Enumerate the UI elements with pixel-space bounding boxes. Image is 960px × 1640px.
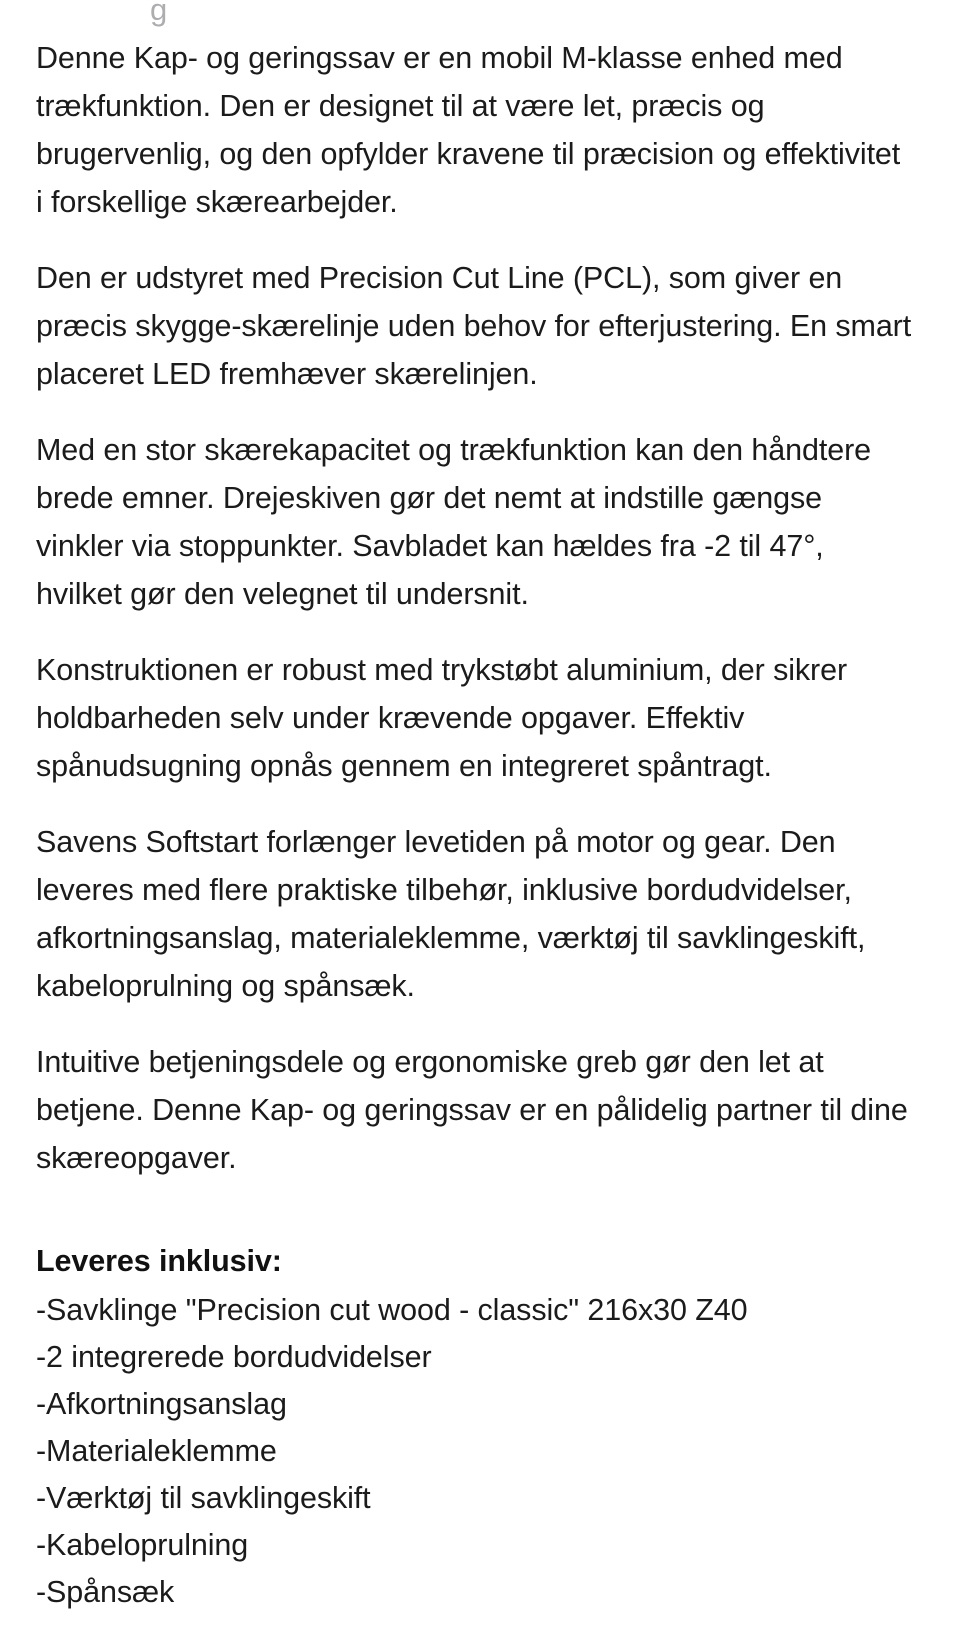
clipped-text-fragment: g (150, 0, 168, 27)
list-item: -Kabeloprulning (36, 1528, 249, 1562)
description-paragraph: Konstruktionen er robust med trykstøbt aluminium, der sikrer holdbarheden selv under krævende opgaver. Effektiv spånudsugning opnås gennem en integreret spåntragt. (36, 653, 848, 783)
includes-list (36, 1287, 912, 1616)
description-paragraph: Den er udstyret med Precision Cut Line (PCL), som giver en præcis skygge-skærelinje uden behov for efterjustering. En smart placeret LED fremhæver skærelinjen. (36, 261, 912, 391)
list-item: -Spånsæk (36, 1575, 175, 1609)
list-item: -Materialeklemme (36, 1434, 277, 1468)
description-paragraph: Med en stor skærekapacitet og trækfunktion kan den håndtere brede emner. Drejeskiven gør det nemt at indstille gængse vinkler via stoppunkter. Savbladet kan hældes fra -2 til 47°, hvilket gør den velegnet til undersnit. (36, 433, 872, 611)
description-paragraph: Savens Softstart forlænger levetiden på motor og gear. Den leveres med flere praktiske tilbehør, inklusive bordudvidelser, afkortningsanslag, materialeklemme, værktøj til savklingeskift, kabeloprulning og spånsæk. (36, 825, 866, 1003)
includes-heading: Leveres inklusiv: (36, 1244, 282, 1278)
list-item: -Savklinge "Precision cut wood - classic" 216x30 Z40 (36, 1293, 748, 1327)
list-item: -2 integrerede bordudvidelser (36, 1340, 432, 1374)
includes-section (36, 1238, 912, 1616)
description-paragraph: Denne Kap- og geringssav er en mobil M-klasse enhed med trækfunktion. Den er designet til at være let, præcis og brugervenlig, og den opfylder kravene til præcision og effektivitet i forskellige skærearbejder. (36, 41, 901, 219)
list-item: -Afkortningsanslag (36, 1387, 287, 1421)
list-item: -Værktøj til savklingeskift (36, 1481, 371, 1515)
description-paragraph: Intuitive betjeningsdele og ergonomiske greb gør den let at betjene. Denne Kap- og geringssav er en pålidelig partner til dine skæreopgaver. (36, 1045, 908, 1175)
